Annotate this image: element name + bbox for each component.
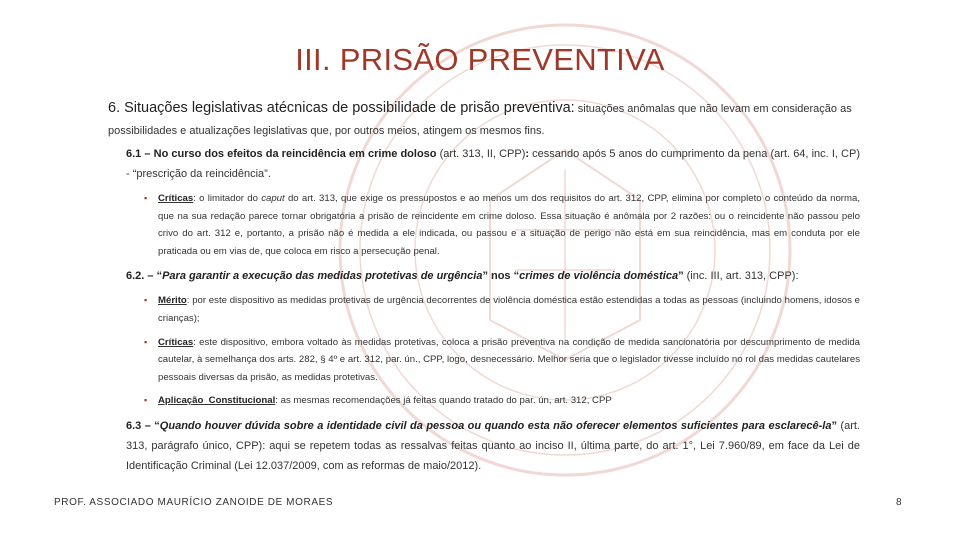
section-6-3-heading: 6.3 – “Quando houver dúvida sobre a identidade civil da pessoa ou quando esta não oferecer elementos suficientes para esclarecê-la” <box>126 419 837 432</box>
bullet-aplicacao-constitucional: ▪ Aplicação Constitucional: as mesmas recomendações já feitas quando tratado do par. ún, art. 312, CPP <box>144 392 860 410</box>
page-number: 8 <box>896 497 902 508</box>
bullet-icon: ▪ <box>144 395 148 406</box>
intro-paragraph <box>108 97 860 142</box>
bullet-criticas-1: ▪ Críticas: o limitador do caput do art. 313, que exige os pressupostos e ao menos um dos requisitos do art. 312, CPP, elimina por completo o conteúdo da norma, que na sua redação parece tornar obrigatória a prisão de reincidente em crime doloso. Essa situação é anômala por 2 razões: ou o reincidente não passou pelo crivo do art. 312 e, portanto, a prisão não é medida a ele indicada, ou passou e a situação de perigo não está em sua reincidência, mas em conduta por ele praticada ou em vias de, que coloca em risco a persecução penal. <box>144 190 860 260</box>
slide-content <box>108 97 860 476</box>
bullet-icon: ▪ <box>144 193 148 203</box>
intro-text: situações anômalas que não levam em consideração as possibilidades e atualizações legislativas que, por outros meios, atingem os mesmos fins. <box>108 103 852 137</box>
page-title: III. PRISÃO PREVENTIVA <box>295 42 665 77</box>
bullet-criticas-2: ▪ Críticas: este dispositivo, embora voltado às medidas protetivas, coloca a prisão preventiva na condição de medida sancionatória por descumprimento de medida cautelar, à semelhança dos arts. 282, § 4º e art. 312, par. ún., CPP, logo, desnecessário. Melhor seria que o legislador tivesse incluído no rol das medidas cautelares pessoais diversas da prisão, as medidas protetivas. <box>144 334 860 387</box>
section-6-2-heading: 6.2. – “Para garantir a execução das medidas protetivas de urgência” nos “crimes de violência doméstica” <box>126 270 684 283</box>
bullet-merito: ▪ Mérito: por este dispositivo as medidas protetivas de urgência decorrentes de violência doméstica estão estendidas a todas as pessoas (incluindo homens, idosos e crianças); <box>144 292 860 327</box>
bullet-icon: ▪ <box>144 336 148 347</box>
intro-lead: 6. Situações legislativas atécnicas de possibilidade de prisão preventiva: <box>108 100 575 116</box>
section-6-3: 6.3 – “Quando houver dúvida sobre a identidade civil da pessoa ou quando esta não oferecer elementos suficientes para esclarecê-la” (art. 313, parágrafo único, CPP): aqui se repetem todas as ressalvas feitas quanto ao inciso II, última parte, do art. 1°, Lei 7.960/89, em face da Lei de Identificação Criminal (Lei 12.037/2009, com as reformas de maio/2012). <box>126 419 860 472</box>
footer-author: PROF. ASSOCIADO MAURÍCIO ZANOIDE DE MORAES <box>54 497 334 508</box>
section-6-1-heading: 6.1 – No curso dos efeitos da reincidência em crime doloso <box>126 148 437 160</box>
bullet-icon: ▪ <box>144 295 148 306</box>
section-6-2: 6.2. – “Para garantir a execução das medidas protetivas de urgência” nos “crimes de violência doméstica” (inc. III, art. 313, CPP): <box>126 270 799 283</box>
section-6-1: 6.1 – No curso dos efeitos da reincidência em crime doloso (art. 313, II, CPP): cessando após 5 anos do cumprimento da pena (art. 64, inc. I, CP) - “prescrição da reincidência”. <box>126 148 860 180</box>
